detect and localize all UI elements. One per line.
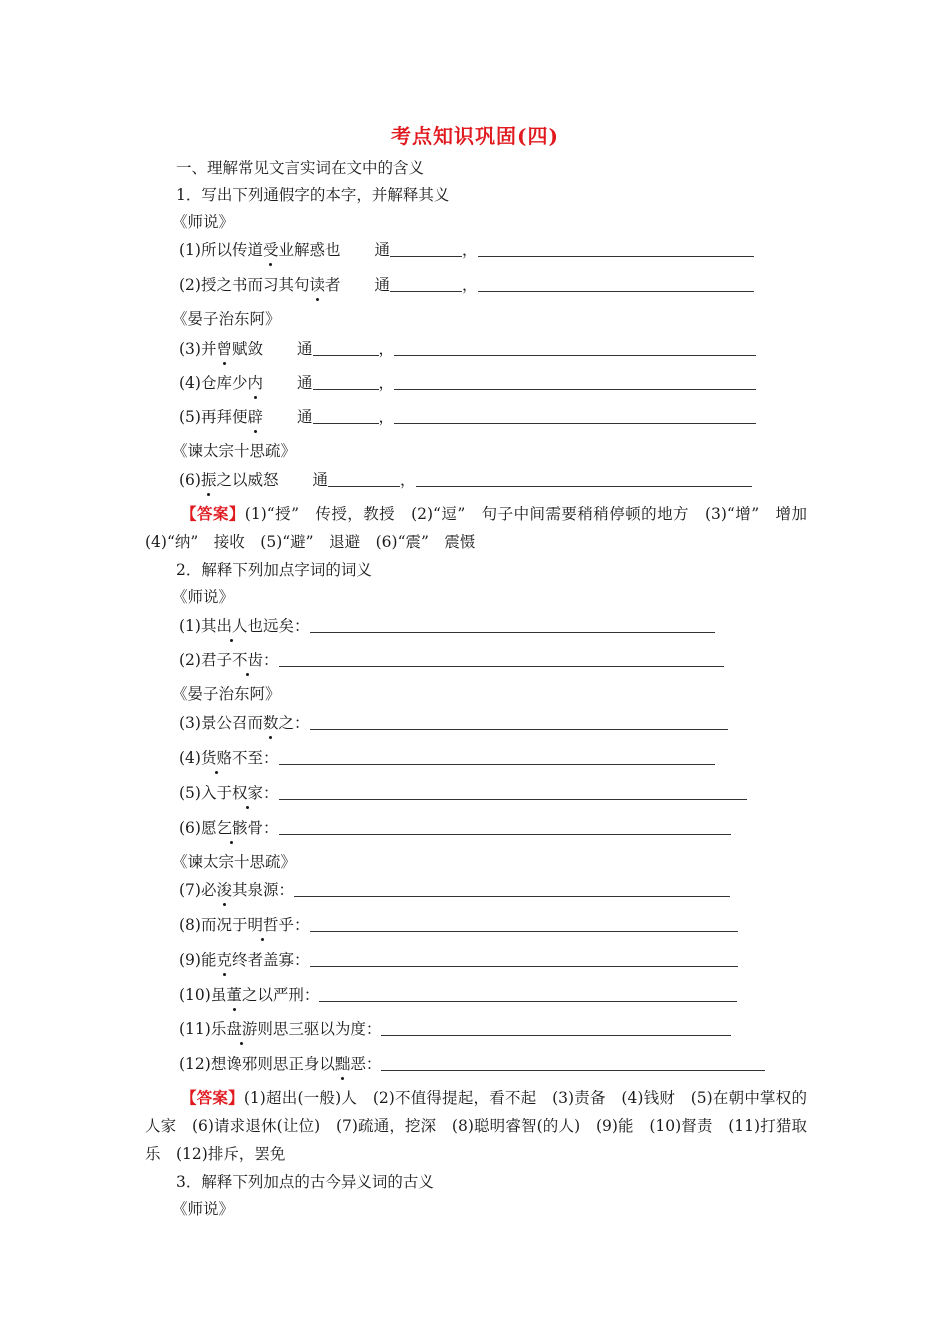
dotted-char: 黜 <box>334 1055 351 1073</box>
source-yanzi: 《晏子治东阿》 <box>172 685 281 703</box>
answer-tag: 【答案】 <box>181 1088 244 1107</box>
answer-blank[interactable] <box>381 1020 731 1036</box>
answer-blank[interactable] <box>313 408 379 424</box>
dotted-char: 受 <box>262 241 279 259</box>
dotted-char: 内 <box>247 374 263 392</box>
answer-blank[interactable] <box>478 241 754 257</box>
answer-blank[interactable] <box>394 374 756 390</box>
answer-tag: 【答案】 <box>181 504 245 523</box>
answer-blank[interactable] <box>416 471 752 487</box>
answer-blank[interactable] <box>279 749 715 765</box>
dotted-char: 曾 <box>216 340 232 358</box>
q2-answer: 【答案】(1)超出(一般)人 (2)不值得提起，看不起 (3)责备 (4)钱财 (5)在朝中掌权的人家 (6)请求退休(让位) (7)疏通，挖深 (8)聪明睿智(的人) (9)能 (10)督责 (11)打猎取乐 (12)排斥，罢免 <box>145 1088 807 1163</box>
source-jian: 《谏太宗十思疏》 <box>172 442 297 460</box>
question-1-heading: 1．写出下列通假字的本字，并解释其义 <box>176 186 450 204</box>
question-3-heading: 3．解释下列加点的古今异义词的古义 <box>176 1173 434 1191</box>
q1-item-5: (5)再拜便辟 通 ， <box>179 406 756 428</box>
q2-item-5: (5)入于权家： <box>179 782 747 804</box>
dotted-char: 董 <box>226 986 242 1004</box>
dotted-char: 浚 <box>216 881 232 899</box>
q1-answer: 【答案】(1)“授” 传授，教授 (2)“逗” 句子中间需要稍稍停顿的地方 (3)“增” 增加 (4)“纳” 接收 (5)“避” 退避 (6)“震” 震慑 <box>145 504 823 551</box>
dotted-char: 出人 <box>216 617 248 635</box>
source-shishuo: 《师说》 <box>172 1200 235 1218</box>
dotted-char: 盘游 <box>226 1020 258 1038</box>
section-heading: 一、理解常见文言实词在文中的含义 <box>176 159 425 177</box>
answer-blank[interactable] <box>381 1055 765 1071</box>
q1-item-2: (2)授之书而习其句读者 通 ， <box>179 274 754 296</box>
answer-blank[interactable] <box>310 714 728 730</box>
answer-blank[interactable] <box>279 819 731 835</box>
q2-item-6: (6)愿乞骸骨： <box>179 817 731 839</box>
q2-item-3: (3)景公召而数之： <box>179 712 728 734</box>
answer-blank[interactable] <box>328 471 400 487</box>
answer-blank[interactable] <box>319 986 737 1002</box>
source-shishuo: 《师说》 <box>172 588 235 606</box>
answer-blank[interactable] <box>394 408 756 424</box>
dotted-char: 克 <box>216 951 232 969</box>
q1-item-6: (6)振之以威怒 通 ， <box>179 469 752 491</box>
q2-item-10: (10)虽董之以严刑： <box>179 984 737 1006</box>
q2-item-7: (7)必浚其泉源： <box>179 879 730 901</box>
q2-item-11: (11)乐盘游则思三驱以为度： <box>179 1018 731 1040</box>
answer-blank[interactable] <box>279 651 724 667</box>
q2-item-8: (8)而况于明哲乎： <box>179 914 738 936</box>
q2-item-1: (1)其出人也远矣： <box>179 615 715 637</box>
answer-blank[interactable] <box>313 374 379 390</box>
dotted-char: 读 <box>309 276 325 294</box>
q2-item-4: (4)货赂不至： <box>179 747 715 769</box>
source-shishuo: 《师说》 <box>172 213 235 231</box>
answer-blank[interactable] <box>310 916 738 932</box>
dotted-char: 辟 <box>247 408 263 426</box>
dotted-char: 货赂 <box>200 749 232 767</box>
answer-blank[interactable] <box>313 340 379 356</box>
dotted-char: 数 <box>262 714 279 732</box>
dotted-char: 不齿 <box>231 651 263 669</box>
dotted-char: 权家 <box>231 784 263 802</box>
answer-blank[interactable] <box>390 241 462 257</box>
q1-item-1: (1)所以传道受业解惑也 通 ， <box>179 239 754 261</box>
answer-blank[interactable] <box>390 276 462 292</box>
page-title: 考点知识巩固(四) <box>391 124 559 148</box>
answer-blank[interactable] <box>294 881 730 897</box>
dotted-char: 振 <box>200 471 217 489</box>
q2-item-2: (2)君子不齿： <box>179 649 724 671</box>
question-2-heading: 2．解释下列加点字词的词义 <box>176 561 372 579</box>
q1-item-3: (3)并曾赋敛 通 ， <box>179 338 756 360</box>
answer-blank[interactable] <box>279 784 747 800</box>
q1-item-4: (4)仓库少内 通 ， <box>179 372 756 394</box>
q2-item-12: (12)想谗邪则思正身以黜恶： <box>179 1053 765 1075</box>
q2-item-9: (9)能克终者盖寡： <box>179 949 738 971</box>
source-jian: 《谏太宗十思疏》 <box>172 853 297 871</box>
dotted-char: 明哲 <box>247 916 279 934</box>
answer-blank[interactable] <box>310 617 715 633</box>
answer-blank[interactable] <box>394 340 756 356</box>
answer-blank[interactable] <box>310 951 738 967</box>
source-yanzi: 《晏子治东阿》 <box>172 310 281 328</box>
answer-blank[interactable] <box>478 276 754 292</box>
dotted-char: 愿乞骸骨 <box>200 819 263 837</box>
